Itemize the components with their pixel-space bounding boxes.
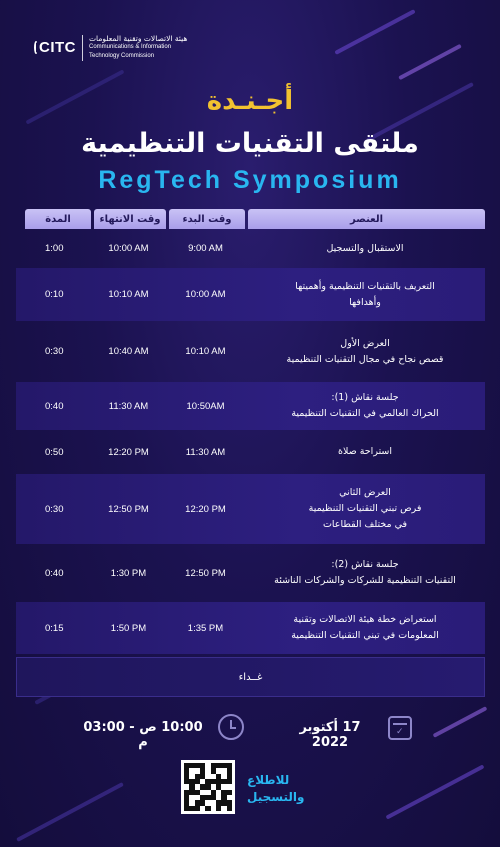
row-item bbox=[245, 279, 485, 311]
decor-streak bbox=[16, 782, 124, 842]
row-item-line: جلسة نقاش (2): bbox=[331, 559, 399, 570]
row-item bbox=[245, 612, 485, 644]
logo-english-1: Communications & Information bbox=[89, 44, 172, 50]
event-date: 17 أكتوبر 2022 bbox=[299, 720, 361, 750]
table-row bbox=[16, 232, 485, 265]
row-end-time: 10:40 AM bbox=[108, 346, 149, 357]
table-body bbox=[16, 232, 485, 654]
col-header-start: وقت البدء bbox=[169, 209, 245, 229]
row-duration: 1:00 bbox=[45, 243, 64, 254]
table-row bbox=[16, 433, 485, 471]
row-item-line: العرض الأول bbox=[340, 337, 390, 349]
row-item bbox=[245, 390, 485, 422]
decor-streak bbox=[385, 764, 484, 819]
row-item-line: التقنيات التنظيمية للشركات والشركات الناشئة bbox=[274, 575, 456, 586]
table-row bbox=[16, 474, 485, 544]
agenda-table bbox=[16, 209, 485, 697]
table-row bbox=[16, 602, 485, 654]
row-item bbox=[245, 557, 485, 589]
row-duration: 0:50 bbox=[45, 446, 64, 458]
row-item bbox=[245, 336, 485, 368]
row-item-line: في مختلف القطاعات bbox=[322, 519, 408, 530]
col-header-item: العنصر bbox=[248, 209, 485, 229]
row-item-line: الحراك العالمي في التقنيات التنظيمية bbox=[291, 408, 439, 419]
row-item bbox=[245, 485, 485, 533]
row-item-line: جلسة نقاش (1): bbox=[331, 392, 399, 403]
col-header-end: وقت الانتهاء bbox=[94, 209, 166, 229]
row-end-time: 12:50 PM bbox=[108, 503, 149, 515]
row-end-time: 10:00 AM bbox=[108, 243, 149, 254]
event-title-arabic: ملتقى التقنيات التنظيمية bbox=[81, 128, 419, 159]
citc-logo bbox=[34, 34, 187, 61]
row-item bbox=[245, 241, 485, 257]
logo-text bbox=[89, 34, 187, 61]
row-item-line: العرض الثاني bbox=[339, 487, 391, 498]
logo-divider bbox=[82, 35, 83, 61]
row-start-time: 12:20 PM bbox=[185, 503, 226, 515]
qr-module bbox=[227, 806, 232, 811]
registration-qr-code[interactable] bbox=[181, 760, 235, 814]
row-start-time: 10:10 AM bbox=[185, 346, 226, 357]
row-start-time: 10:50AM bbox=[186, 400, 225, 412]
row-item-line: فرص تبني التقنيات التنظيمية bbox=[308, 503, 422, 514]
logo-mark-text: CITC bbox=[39, 39, 76, 56]
row-item bbox=[245, 444, 485, 460]
row-end-time: 1:30 PM bbox=[110, 567, 147, 579]
row-end-time: 12:20 PM bbox=[108, 446, 149, 458]
calendar-icon: ✓ bbox=[388, 716, 412, 740]
table-header bbox=[16, 209, 485, 229]
row-item-line: وأهدافها bbox=[349, 296, 381, 308]
row-item-line: استعراض خطة هيئة الاتصالات وتقنية bbox=[293, 614, 437, 625]
agenda-heading: أجـنـدة bbox=[206, 86, 294, 116]
row-end-time: 10:10 AM bbox=[108, 289, 149, 300]
decor-streak bbox=[398, 44, 462, 80]
register-link[interactable] bbox=[247, 772, 317, 806]
decor-streak bbox=[334, 9, 415, 55]
col-header-duration: المدة bbox=[25, 209, 91, 229]
table-row bbox=[16, 382, 485, 430]
event-footer bbox=[0, 712, 500, 752]
lunch-label: غــداء bbox=[238, 671, 263, 683]
row-duration: 0:15 bbox=[45, 622, 64, 634]
row-start-time: 11:30 AM bbox=[185, 446, 226, 458]
register-line-2: والتسجيل bbox=[247, 790, 305, 804]
row-end-time: 1:50 PM bbox=[110, 622, 147, 634]
row-item-line: التعريف بالتقنيات التنظيمية وأهميتها bbox=[295, 280, 435, 292]
row-duration: 0:10 bbox=[45, 289, 64, 300]
row-start-time: 10:00 AM bbox=[185, 289, 226, 300]
clock-icon bbox=[218, 714, 244, 740]
citc-logo-mark bbox=[34, 38, 76, 58]
row-duration: 0:40 bbox=[45, 567, 64, 579]
row-item-line: المعلومات في تبني التقنيات التنظيمية bbox=[291, 630, 439, 641]
table-row bbox=[16, 268, 485, 321]
row-start-time: 12:50 PM bbox=[185, 567, 226, 579]
row-duration: 0:30 bbox=[45, 346, 64, 357]
row-start-time: 9:00 AM bbox=[188, 243, 223, 254]
table-row bbox=[16, 547, 485, 599]
logo-english-2: Technology Commission bbox=[89, 53, 155, 59]
row-start-time: 1:35 PM bbox=[187, 622, 224, 634]
row-duration: 0:30 bbox=[45, 503, 64, 515]
table-row bbox=[16, 324, 485, 379]
event-title-english: RegTech Symposium bbox=[98, 166, 402, 194]
event-time: 10:00 ص - 03:00 م bbox=[83, 720, 203, 750]
lunch-row bbox=[16, 657, 485, 697]
row-end-time: 11:30 AM bbox=[108, 400, 149, 412]
row-item-line: قصص نجاح في مجال التقنيات التنظيمية bbox=[286, 353, 444, 365]
row-item-line: الاستقبال والتسجيل bbox=[326, 242, 404, 254]
register-line-1: للاطلاع bbox=[247, 773, 290, 787]
logo-arabic: هيئة الاتصالات وتقنية المعلومات bbox=[89, 34, 188, 43]
logo-ring-icon bbox=[34, 41, 38, 54]
row-item-line: استراحة صلاة bbox=[337, 446, 393, 457]
row-duration: 0:40 bbox=[45, 400, 64, 412]
